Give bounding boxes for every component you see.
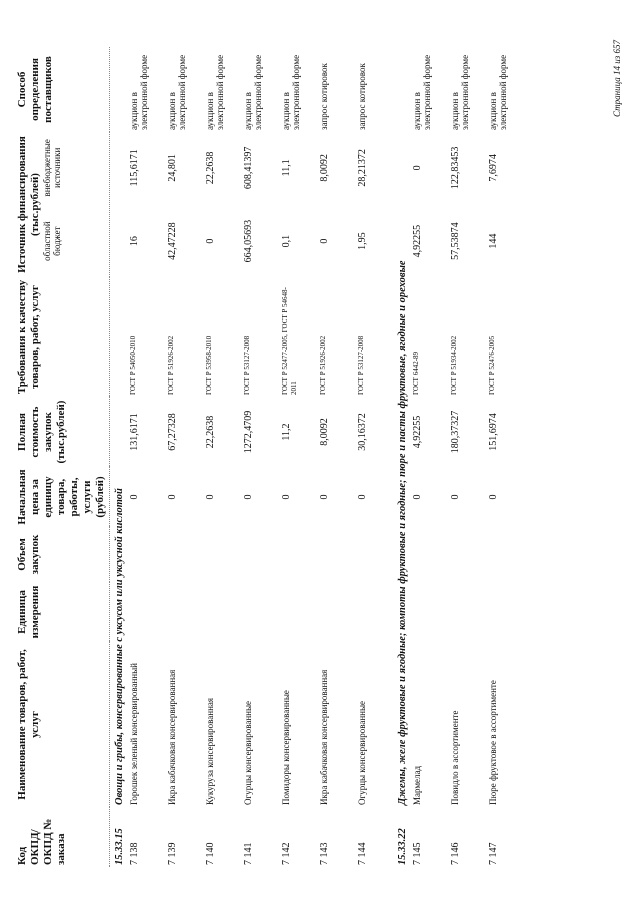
cell-code: 7 144	[357, 842, 368, 865]
cell-qty	[165, 527, 203, 582]
cell-method: аукцион в электронной форме	[243, 54, 263, 130]
cell-unit-price: 0	[243, 494, 254, 500]
cell-qty	[486, 527, 524, 582]
table-row	[410, 47, 448, 867]
cell-requirements: ГОСТ Р 54050-2010	[129, 335, 137, 395]
cell-funding	[448, 132, 486, 277]
cell-funding	[486, 132, 524, 277]
cell-code: 7 142	[281, 842, 292, 865]
col-code-header: Код ОКПД/ ОКПД № заказа	[14, 807, 110, 867]
cell-funding-regional: 0	[319, 238, 330, 244]
col-name-header: Наименование товаров, работ, услуг	[14, 642, 110, 807]
cell-total: 180,37327	[450, 410, 461, 454]
page-number: Страница 14 из 657	[612, 40, 622, 117]
cell-funding-extra: 22,2638	[205, 151, 216, 185]
cell-funding-regional: 144	[488, 233, 499, 249]
section-header	[110, 47, 128, 867]
cell-code: 7 141	[243, 842, 254, 865]
cell-qty	[241, 527, 279, 582]
cell-method: аукцион в электронной форме	[450, 54, 470, 130]
cell-funding-regional: 0	[205, 238, 216, 244]
cell-method: аукцион в электронной форме	[488, 54, 508, 130]
table-row	[241, 47, 279, 867]
funding-subheaders	[42, 134, 62, 275]
cell-code: 7 140	[205, 842, 216, 865]
cell-requirements: ГОСТ Р 53127-2008	[243, 335, 251, 395]
procurement-table	[14, 47, 524, 867]
cell-funding-extra: 115,6171	[129, 149, 140, 187]
cell-funding	[241, 132, 279, 277]
cell-funding-extra: 28,21372	[357, 149, 368, 187]
table-row	[448, 47, 486, 867]
cell-code: 7 146	[450, 842, 461, 865]
funding-values	[243, 134, 254, 275]
table-row	[127, 47, 165, 867]
cell-requirements: ГОСТ Р 52477-2005, ГОСТ Р 54648-2011	[281, 287, 298, 395]
cell-requirements: ГОСТ Р 52476-2005	[488, 335, 496, 395]
cell-name: Повидло в ассортименте	[450, 710, 460, 805]
cell-name: Икра кабачковая консервированная	[319, 669, 329, 805]
cell-unit-price: 0	[412, 494, 423, 500]
cell-total: 4,92255	[412, 415, 423, 449]
cell-method: аукцион в электронной форме	[412, 54, 432, 130]
cell-unit	[355, 582, 393, 642]
cell-funding	[317, 132, 355, 277]
section-header	[393, 47, 410, 867]
cell-unit-price: 0	[281, 494, 292, 500]
cell-method: аукцион в электронной форме	[205, 54, 225, 130]
cell-unit-price: 0	[357, 494, 368, 500]
funding-values	[319, 134, 330, 275]
cell-requirements: ГОСТ Р 51926-2002	[167, 335, 175, 395]
funding-extra-header: внебюджетные источники	[42, 139, 62, 197]
cell-name: Огурцы консервированные	[357, 700, 367, 805]
cell-funding-extra: 8,0092	[319, 154, 330, 182]
cell-unit	[127, 582, 165, 642]
cell-unit	[165, 582, 203, 642]
cell-name: Огурцы консервированные	[243, 700, 253, 805]
cell-name: Помидоры консервированные	[281, 690, 291, 805]
cell-total: 22,2638	[205, 415, 216, 449]
cell-qty	[279, 527, 317, 582]
cell-funding-extra: 122,83453	[450, 146, 461, 190]
cell-qty	[410, 527, 448, 582]
funding-values	[205, 134, 216, 275]
cell-requirements: ГОСТ Р 53127-2008	[357, 335, 365, 395]
cell-unit-price: 0	[205, 494, 216, 500]
cell-funding-extra: 24,801	[167, 154, 178, 182]
funding-values	[281, 134, 292, 275]
section-title: Овощи и грибы, консервированные с уксусом или уксусной кислотой	[114, 488, 125, 805]
cell-requirements: ГОСТ 6442-89	[412, 351, 420, 395]
cell-qty	[448, 527, 486, 582]
funding-values	[357, 134, 368, 275]
cell-funding	[165, 132, 203, 277]
cell-total: 11,2	[281, 423, 292, 441]
funding-values	[412, 134, 423, 275]
cell-unit-price: 0	[488, 494, 499, 500]
cell-funding-regional: 16	[129, 236, 140, 247]
cell-unit-price: 0	[319, 494, 330, 500]
cell-name: Икра кабачковая консервированная	[167, 669, 177, 805]
cell-unit	[317, 582, 355, 642]
cell-funding	[410, 132, 448, 277]
funding-values	[450, 134, 461, 275]
cell-code: 7 145	[412, 842, 423, 865]
cell-name: Пюре фруктовое в ассортименте	[488, 680, 498, 805]
cell-code: 7 139	[167, 842, 178, 865]
cell-method: запрос котировок	[319, 63, 329, 130]
cell-requirements: ГОСТ Р 51934-2002	[450, 335, 458, 395]
cell-unit	[410, 582, 448, 642]
cell-funding	[355, 132, 393, 277]
cell-qty	[203, 527, 241, 582]
cell-funding-extra: 0	[412, 165, 423, 171]
cell-funding-regional: 42,47228	[167, 222, 178, 260]
cell-unit-price: 0	[129, 494, 140, 500]
cell-total: 8,0092	[319, 418, 330, 446]
cell-method: аукцион в электронной форме	[167, 54, 187, 130]
table-row	[203, 47, 241, 867]
cell-funding-regional: 664,05693	[243, 219, 254, 263]
cell-funding	[203, 132, 241, 277]
cell-name: Горошек зеленый консервированный	[129, 663, 139, 805]
cell-funding-extra: 7,6974	[488, 154, 499, 182]
table-row	[317, 47, 355, 867]
cell-method: аукцион в электронной форме	[281, 54, 301, 130]
section-title: Джемы, желе фруктовые и ягодные; компоты фруктовые и ягодные; пюре и пасты фруктовые, ягодные и ореховые	[397, 260, 408, 805]
funding-values	[488, 134, 499, 275]
cell-code: 7 147	[488, 842, 499, 865]
cell-unit	[448, 582, 486, 642]
funding-title: Источник финансирования (тыс.рублей)	[16, 136, 41, 273]
cell-qty	[317, 527, 355, 582]
cell-total: 151,6974	[488, 413, 499, 451]
cell-code: 7 138	[129, 842, 140, 865]
col-unit-price-header: Начальная цена за единицу товара, работы, услуги (рублей)	[14, 467, 110, 527]
cell-total: 131,6171	[129, 413, 140, 451]
section-code: 15.33.15	[114, 828, 125, 865]
cell-unit	[241, 582, 279, 642]
cell-requirements: ГОСТ Р 51926-2002	[319, 335, 327, 395]
cell-funding-regional: 4,92255	[412, 224, 423, 258]
col-unit-header: Единица измерения	[14, 582, 110, 642]
cell-method: запрос котировок	[357, 63, 367, 130]
cell-method: аукцион в электронной форме	[129, 54, 149, 130]
cell-name: Кукуруза консервированная	[205, 697, 215, 805]
cell-funding-extra: 11,1	[281, 159, 292, 177]
cell-unit	[279, 582, 317, 642]
table-row	[486, 47, 524, 867]
table-header	[14, 47, 110, 867]
cell-funding-regional: 57,53874	[450, 222, 461, 260]
cell-funding-regional: 0,1	[281, 234, 292, 248]
cell-funding	[127, 132, 165, 277]
table-row	[279, 47, 317, 867]
cell-funding-extra: 608,41397	[243, 146, 254, 190]
cell-funding-regional: 1,95	[357, 232, 368, 250]
cell-total: 30,16372	[357, 413, 368, 451]
cell-code: 7 143	[319, 842, 330, 865]
col-funding-header	[14, 132, 110, 277]
cell-unit	[486, 582, 524, 642]
col-requirements-header: Требования к качеству товаров, работ, услуг	[14, 277, 110, 397]
cell-unit-price: 0	[450, 494, 461, 500]
funding-values	[129, 134, 140, 275]
table-row	[355, 47, 393, 867]
table-row	[165, 47, 203, 867]
cell-funding	[279, 132, 317, 277]
cell-unit-price: 0	[167, 494, 178, 500]
col-total-header: Полная стоимость закупок (тыс.рублей)	[14, 397, 110, 467]
col-method-header: Способ определения поставщиков	[14, 47, 110, 132]
cell-total: 67,27328	[167, 413, 178, 451]
col-qty-header: Объем закупок	[14, 527, 110, 582]
cell-qty	[355, 527, 393, 582]
cell-requirements: ГОСТ Р 53958-2010	[205, 335, 213, 395]
cell-total: 1272,4709	[243, 410, 254, 454]
table-body	[110, 47, 525, 867]
section-code: 15.33.22	[397, 828, 408, 865]
cell-name: Мармелад	[412, 765, 422, 805]
funding-regional-header: областной бюджет	[42, 221, 62, 261]
cell-unit	[203, 582, 241, 642]
funding-values	[167, 134, 178, 275]
cell-qty	[127, 527, 165, 582]
